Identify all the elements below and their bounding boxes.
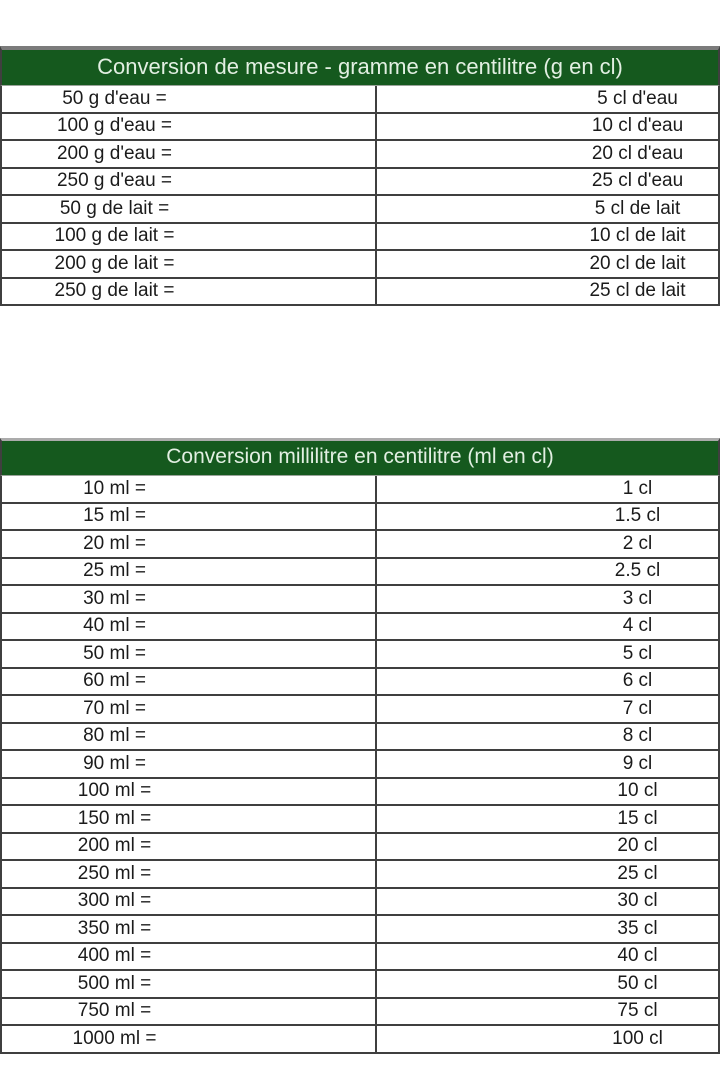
- table-header: [0, 438, 720, 476]
- table-body: [0, 86, 720, 306]
- table-row: [2, 559, 718, 587]
- quantity-text: 1000 ml =: [72, 1027, 157, 1049]
- table-row: [2, 999, 718, 1027]
- table-row: [2, 641, 718, 669]
- quantity-text: 25 ml =: [83, 560, 146, 582]
- quantity-cell: [2, 916, 377, 942]
- quantity-text: 250 ml =: [77, 862, 152, 884]
- equivalent-cell: [377, 504, 718, 530]
- table-row: [2, 751, 718, 779]
- quantity-text: 750 ml =: [77, 1000, 152, 1022]
- equivalent-cell: [377, 476, 718, 502]
- quantity-cell: [2, 806, 377, 832]
- table-row: [2, 916, 718, 944]
- table-row: [2, 696, 718, 724]
- equivalent-text: 4 cl: [622, 615, 653, 637]
- equivalent-cell: [377, 916, 718, 942]
- table-row: [2, 141, 718, 169]
- table-row: [2, 196, 718, 224]
- equivalent-cell: [377, 779, 718, 805]
- equivalent-cell: [377, 614, 718, 640]
- table-row: [2, 944, 718, 972]
- equivalent-text: 25 cl d'eau: [591, 170, 684, 192]
- equivalent-text: 75 cl: [617, 1000, 658, 1022]
- quantity-cell: [2, 751, 377, 777]
- table-row: [2, 1026, 718, 1054]
- quantity-text: 80 ml =: [83, 725, 146, 747]
- quantity-text: 100 ml =: [77, 780, 152, 802]
- equivalent-cell: [377, 999, 718, 1025]
- quantity-text: 100 g de lait =: [54, 225, 175, 247]
- quantity-text: 60 ml =: [83, 670, 146, 692]
- quantity-text: 400 ml =: [77, 945, 152, 967]
- equivalent-text: 10 cl d'eau: [591, 115, 684, 137]
- equivalent-text: 20 cl d'eau: [591, 142, 684, 164]
- equivalent-cell: [377, 86, 718, 112]
- equivalent-cell: [377, 751, 718, 777]
- quantity-cell: [2, 999, 377, 1025]
- quantity-cell: [2, 531, 377, 557]
- conversion-table-milliliters-to-centiliters: [0, 438, 720, 1054]
- table-header: [0, 46, 720, 86]
- equivalent-cell: [377, 944, 718, 970]
- quantity-text: 250 g de lait =: [54, 280, 175, 302]
- equivalent-cell: [377, 889, 718, 915]
- quantity-cell: [2, 944, 377, 970]
- quantity-cell: [2, 971, 377, 997]
- equivalent-text: 20 cl: [617, 835, 658, 857]
- quantity-text: 300 ml =: [77, 890, 152, 912]
- table-title: Conversion de mesure - gramme en centilitre (g en cl): [97, 53, 623, 79]
- equivalent-text: 40 cl: [617, 945, 658, 967]
- quantity-text: 50 g d'eau =: [62, 87, 167, 109]
- table-row: [2, 971, 718, 999]
- equivalent-text: 7 cl: [622, 697, 653, 719]
- equivalent-text: 25 cl: [617, 862, 658, 884]
- quantity-text: 70 ml =: [83, 697, 146, 719]
- equivalent-cell: [377, 971, 718, 997]
- quantity-cell: [2, 279, 377, 305]
- quantity-cell: [2, 559, 377, 585]
- quantity-cell: [2, 861, 377, 887]
- equivalent-cell: [377, 641, 718, 667]
- quantity-text: 15 ml =: [83, 505, 146, 527]
- quantity-cell: [2, 504, 377, 530]
- table-title: Conversion millilitre en centilitre (ml en cl): [166, 445, 554, 468]
- equivalent-text: 1.5 cl: [614, 505, 661, 527]
- equivalent-text: 8 cl: [622, 725, 653, 747]
- equivalent-text: 5 cl de lait: [594, 197, 681, 219]
- quantity-cell: [2, 724, 377, 750]
- table-row: [2, 169, 718, 197]
- table-row: [2, 114, 718, 142]
- equivalent-text: 9 cl: [622, 752, 653, 774]
- quantity-text: 50 ml =: [83, 642, 146, 664]
- quantity-text: 30 ml =: [83, 587, 146, 609]
- quantity-text: 350 ml =: [77, 917, 152, 939]
- equivalent-text: 20 cl de lait: [589, 252, 686, 274]
- equivalent-cell: [377, 559, 718, 585]
- quantity-cell: [2, 114, 377, 140]
- equivalent-text: 2.5 cl: [614, 560, 661, 582]
- equivalent-cell: [377, 669, 718, 695]
- equivalent-text: 50 cl: [617, 972, 658, 994]
- table-row: [2, 279, 718, 307]
- quantity-text: 200 g de lait =: [54, 252, 175, 274]
- quantity-cell: [2, 196, 377, 222]
- equivalent-cell: [377, 724, 718, 750]
- quantity-cell: [2, 169, 377, 195]
- table-row: [2, 224, 718, 252]
- equivalent-cell: [377, 861, 718, 887]
- equivalent-cell: [377, 834, 718, 860]
- equivalent-cell: [377, 806, 718, 832]
- quantity-cell: [2, 476, 377, 502]
- equivalent-cell: [377, 586, 718, 612]
- table-row: [2, 531, 718, 559]
- equivalent-cell: [377, 279, 718, 305]
- quantity-cell: [2, 889, 377, 915]
- equivalent-cell: [377, 696, 718, 722]
- table-row: [2, 586, 718, 614]
- equivalent-text: 30 cl: [617, 890, 658, 912]
- quantity-cell: [2, 251, 377, 277]
- table-row: [2, 861, 718, 889]
- table-row: [2, 86, 718, 114]
- quantity-text: 200 g d'eau =: [56, 142, 173, 164]
- quantity-text: 40 ml =: [83, 615, 146, 637]
- table-row: [2, 806, 718, 834]
- equivalent-cell: [377, 531, 718, 557]
- table-row: [2, 889, 718, 917]
- quantity-text: 20 ml =: [83, 532, 146, 554]
- quantity-cell: [2, 1026, 377, 1052]
- table-row: [2, 251, 718, 279]
- equivalent-cell: [377, 251, 718, 277]
- quantity-text: 200 ml =: [77, 835, 152, 857]
- equivalent-cell: [377, 1026, 718, 1052]
- quantity-cell: [2, 779, 377, 805]
- table-row: [2, 724, 718, 752]
- quantity-cell: [2, 586, 377, 612]
- table-row: [2, 669, 718, 697]
- equivalent-cell: [377, 114, 718, 140]
- quantity-text: 100 g d'eau =: [56, 115, 173, 137]
- quantity-cell: [2, 224, 377, 250]
- equivalent-text: 3 cl: [622, 587, 653, 609]
- equivalent-text: 15 cl: [617, 807, 658, 829]
- quantity-text: 500 ml =: [77, 972, 152, 994]
- equivalent-text: 2 cl: [622, 532, 653, 554]
- equivalent-cell: [377, 224, 718, 250]
- quantity-cell: [2, 614, 377, 640]
- quantity-cell: [2, 669, 377, 695]
- equivalent-text: 10 cl: [617, 780, 658, 802]
- equivalent-cell: [377, 196, 718, 222]
- equivalent-text: 100 cl: [612, 1027, 663, 1049]
- table-body: [0, 476, 720, 1054]
- quantity-cell: [2, 696, 377, 722]
- quantity-text: 10 ml =: [83, 477, 146, 499]
- table-row: [2, 779, 718, 807]
- equivalent-text: 1 cl: [622, 477, 653, 499]
- equivalent-cell: [377, 141, 718, 167]
- quantity-text: 150 ml =: [77, 807, 152, 829]
- table-row: [2, 476, 718, 504]
- equivalent-text: 5 cl d'eau: [597, 87, 678, 109]
- equivalent-text: 10 cl de lait: [589, 225, 686, 247]
- quantity-cell: [2, 141, 377, 167]
- equivalent-text: 5 cl: [622, 642, 653, 664]
- table-row: [2, 504, 718, 532]
- quantity-text: 90 ml =: [83, 752, 146, 774]
- quantity-cell: [2, 86, 377, 112]
- equivalent-cell: [377, 169, 718, 195]
- equivalent-text: 25 cl de lait: [589, 280, 686, 302]
- equivalent-text: 6 cl: [622, 670, 653, 692]
- conversion-table-grams-to-centiliters: [0, 46, 720, 306]
- equivalent-text: 35 cl: [617, 917, 658, 939]
- table-row: [2, 614, 718, 642]
- quantity-cell: [2, 834, 377, 860]
- quantity-cell: [2, 641, 377, 667]
- quantity-text: 250 g d'eau =: [56, 170, 173, 192]
- quantity-text: 50 g de lait =: [59, 197, 170, 219]
- table-row: [2, 834, 718, 862]
